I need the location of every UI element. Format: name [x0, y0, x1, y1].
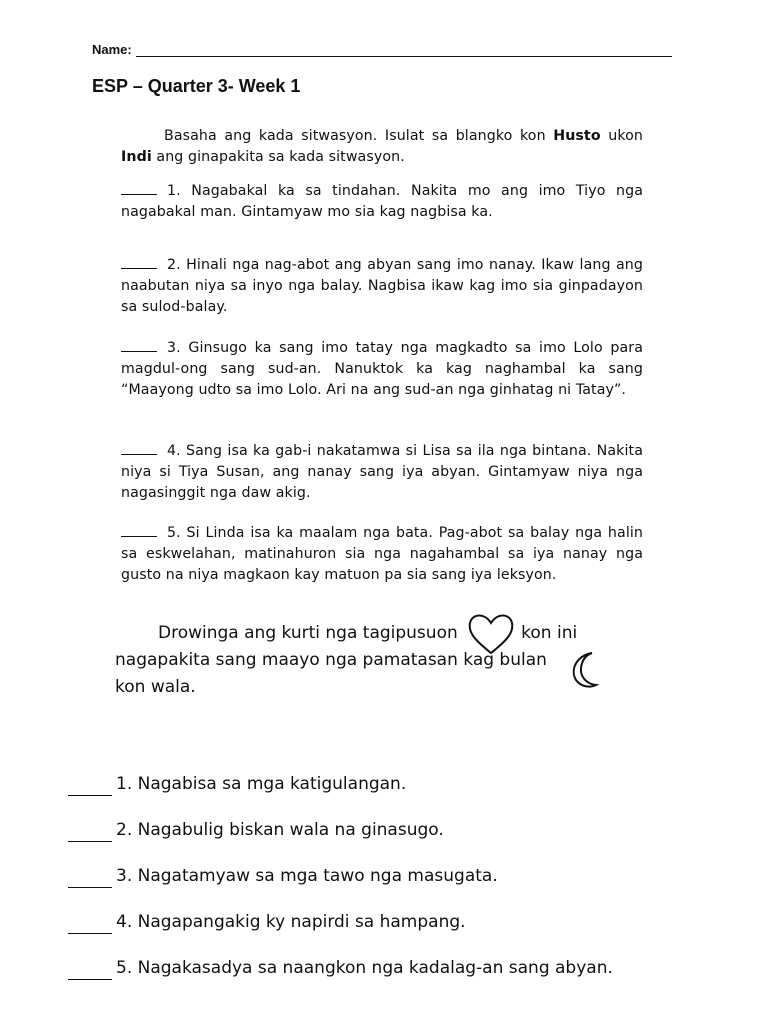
answer-blank	[121, 341, 157, 352]
indi-keyword: Indi	[121, 149, 152, 165]
answer-blank	[121, 258, 157, 269]
list-item	[68, 796, 708, 842]
drawing-text-a: Drowinga ang kurti nga tagipusuon	[158, 623, 458, 643]
item-text: 1. Nagabisa sa mga katigulangan.	[116, 774, 407, 794]
list-item	[68, 934, 708, 980]
situation-text: 4. Sang isa ka gab-i nakatamwa si Lisa sa ila nga bintana. Nakita niya si Tiya Susan, ang nanay sang iya abyan. Gintamyaw niya nga nagasinggit nga daw akig.	[121, 443, 643, 501]
drawing-text-b: kon ini nagapakita sang maayo nga pamatasan kag bulan	[115, 623, 578, 670]
situation-text: 5. Si Linda isa ka maalam nga bata. Pag-abot sa balay nga halin sa eskwelahan, matinahuron sia nga nagahambal sa iya nanay nga gusto na niya magkaon kay matuon pa sia sang iya leksyon.	[121, 525, 643, 583]
item-text: 4. Nagapangakig ky napirdi sa hampang.	[116, 912, 466, 932]
instructions-part3: ang ginapakita sa kada sitwasyon.	[151, 149, 405, 165]
answer-blank	[121, 526, 157, 537]
instructions-part2: ukon	[600, 128, 643, 144]
name-field-row	[92, 42, 672, 57]
heart-icon	[466, 611, 516, 661]
answer-blank	[68, 781, 112, 796]
situation-text: 1. Nagabakal ka sa tindahan. Nakita mo ang imo Tiyo nga nagabakal man. Gintamyaw mo sia kag nagbisa ka.	[121, 183, 643, 220]
drawing-text-c: kon wala.	[115, 677, 196, 697]
answer-blank	[68, 873, 112, 888]
situation-text: 3. Ginsugo ka sang imo tatay nga magkadto sa imo Lolo para magdul-ong sang sud-an. Nanuktok ka kag naghambal ka sang “Maayong udto sa imo Lolo. Ari na ang sud-an nga ginhatag ni Tatay”.	[121, 340, 643, 398]
name-label: Name:	[92, 42, 132, 57]
situation-text: 2. Hinali nga nag-abot ang abyan sang imo nanay. Ikaw lang ang naabutan niya sa inyo nga balay. Nagbisa ikaw kag imo sia ginpadayon sa sulod-balay.	[121, 257, 643, 315]
list-item	[68, 842, 708, 888]
husto-keyword: Husto	[553, 128, 601, 144]
moon-icon	[566, 650, 602, 694]
situation-3	[121, 338, 643, 401]
item-text: 3. Nagatamyaw sa mga tawo nga masugata.	[116, 866, 498, 886]
situation-1	[121, 181, 643, 223]
list-item	[68, 888, 708, 934]
answer-blank	[68, 827, 112, 842]
situation-5	[121, 523, 643, 586]
instructions	[121, 126, 643, 168]
situation-4	[121, 441, 643, 504]
answer-blank	[68, 965, 112, 980]
list-item	[68, 750, 708, 796]
answer-blank	[121, 444, 157, 455]
drawing-items-list	[68, 750, 708, 980]
answer-blank	[68, 919, 112, 934]
drawing-instructions	[115, 620, 615, 701]
answer-blank	[121, 184, 157, 195]
situation-2	[121, 255, 643, 318]
item-text: 5. Nagakasadya sa naangkon nga kadalag-an sang abyan.	[116, 958, 613, 978]
name-blank-line	[136, 44, 672, 57]
instructions-part1: Basaha ang kada sitwasyon. Isulat sa blangko kon	[164, 128, 554, 144]
page-title: ESP – Quarter 3- Week 1	[92, 76, 301, 96]
item-text: 2. Nagabulig biskan wala na ginasugo.	[116, 820, 444, 840]
